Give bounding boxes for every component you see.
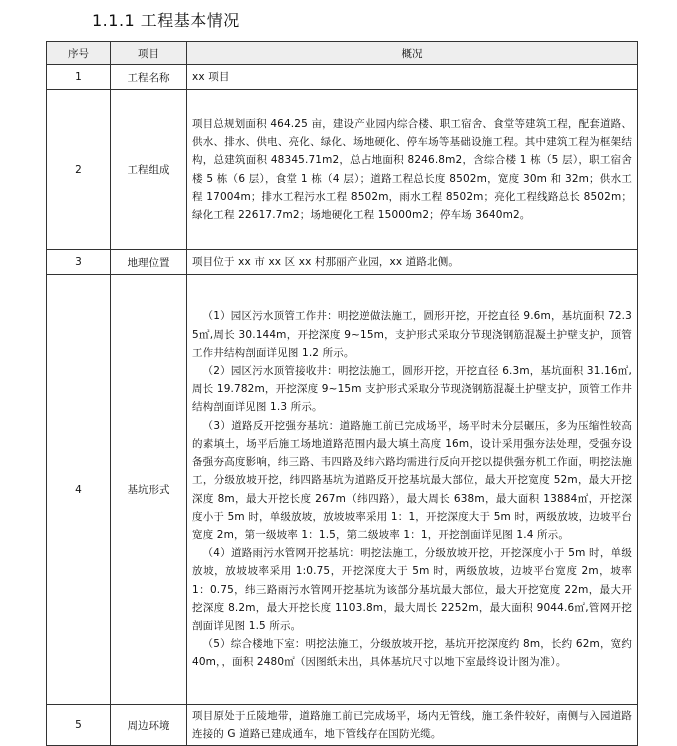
header-overview: 概况 — [187, 42, 638, 65]
overview-paragraph: （5）综合楼地下室：明挖法施工，分级放坡开挖，基坑开挖深度约 8m，长约 62m，宽约 40m，，面积 2480㎡（因图纸未出，具体基坑尺寸以地下室最终设计图为准）。 — [192, 638, 632, 669]
overview-paragraph: 项目位于 xx 市 xx 区 xx 村那丽产业园，xx 道路北侧。 — [192, 256, 460, 268]
overview-paragraph: 项目原处于丘陵地带，道路施工前已完成场平，场内无管线，施工条件较好，南侧与入园道路连接的 G 道路已建成通车，地下管线存在国防光缆。 — [192, 710, 632, 741]
table-row — [47, 90, 638, 250]
row-number: 5 — [47, 705, 111, 746]
table-header-row — [47, 42, 638, 65]
project-overview-table — [46, 41, 638, 746]
overview-paragraph: （3）道路反开挖强夯基坑：道路施工前已完成场平，场平时未分层碾压，多为压缩性较高的素填土，场平后施工场地道路范围内最大填土高度 16m，设计采用强夯法处理，受强夯设备强夯高度影响，纬三路、韦四路及纬六路均需进行反向开挖以提供强夯机工作面，明挖法施工，分级放坡开挖，纬四路基坑为道路反开挖基坑最大部位，最大开挖宽度 52m，最大开挖深度 8m，最大开挖长度 267m（纬四路），最大周长 638m，最大面积 13884㎡，开挖深度小于 5m 时，单级放坡，放坡坡率采用 1：1，开挖深度大于 5m 时，两级放坡，边坡平台宽度 2m，第一级坡率 1：1.5，第二级坡率 1：1，开挖剖面详见图 1.4 所示。 — [192, 419, 632, 541]
row-overview — [187, 250, 638, 275]
overview-paragraph: （1）园区污水顶管工作井：明挖逆做法施工，圆形开挖，开挖直径 9.6m，基坑面积 72.35㎡,周长 30.144m，开挖深度 9~15m，支护形式采取分节现浇钢筋混凝土护壁支护，顶管工作井结构剖面详见图 1.2 所示。 — [192, 310, 632, 359]
overview-paragraph: （2）园区污水顶管接收井：明挖法施工，圆形开挖，开挖直径 6.3m，基坑面积 31.16㎡,周长 19.782m，开挖深度 9~15m 支护形式采取分节现浇钢筋混凝土护壁支护，顶管工作井结构剖面详见图 1.3 所示。 — [192, 365, 632, 414]
section-heading: 1.1.1 工程基本情况 — [92, 11, 240, 30]
row-overview — [187, 90, 638, 250]
row-item: 工程组成 — [111, 90, 187, 250]
row-number: 1 — [47, 65, 111, 90]
table-row — [47, 275, 638, 705]
table-row — [47, 65, 638, 90]
row-overview — [187, 705, 638, 746]
row-overview — [187, 275, 638, 705]
table-row — [47, 705, 638, 746]
table-row — [47, 250, 638, 275]
overview-paragraph: xx 项目 — [192, 71, 230, 83]
row-number: 4 — [47, 275, 111, 705]
row-item: 工程名称 — [111, 65, 187, 90]
row-item: 地理位置 — [111, 250, 187, 275]
header-item: 项目 — [111, 42, 187, 65]
row-number: 3 — [47, 250, 111, 275]
header-number: 序号 — [47, 42, 111, 65]
row-item: 周边环境 — [111, 705, 187, 746]
row-number: 2 — [47, 90, 111, 250]
overview-paragraph: 项目总规划面积 464.25 亩，建设产业园内综合楼、职工宿舍、食堂等建筑工程，配套道路、供水、排水、供电、亮化、绿化、场地硬化、停车场等基础设施工程。其中建筑工程为框架结构，总建筑面积 48345.71m2，总占地面积 8246.8m2，含综合楼 1 栋（5 层），职工宿舍楼 5 栋（6 层），食堂 1 栋（4 层）；道路工程总长度 8502m，宽度 30m 和 32m；供水工程 17004m；排水工程污水工程 8502m，雨水工程 8502m；亮化工程线路总长 8502m；绿化工程 22617.7m2；场地硬化工程 15000m2；停车场 3640m2。 — [192, 117, 632, 221]
row-overview — [187, 65, 638, 90]
row-item: 基坑形式 — [111, 275, 187, 705]
overview-paragraph: （4）道路雨污水管网开挖基坑：明挖法施工，分级放坡开挖，开挖深度小于 5m 时，单级放坡，放坡坡率采用 1:0.75，开挖深度大于 5m 时，两级放坡，边坡平台宽度 2m，坡率 1：0.75，纬三路雨污水管网开挖基坑为该部分基坑最大部位，最大开挖宽度 22m，最大开挖深度 8.2m，最大开挖长度 1103.8m，最大周长 2252m，最大面积 9044.6㎡,管网开挖剖面详见图 1.5 所示。 — [192, 547, 632, 632]
